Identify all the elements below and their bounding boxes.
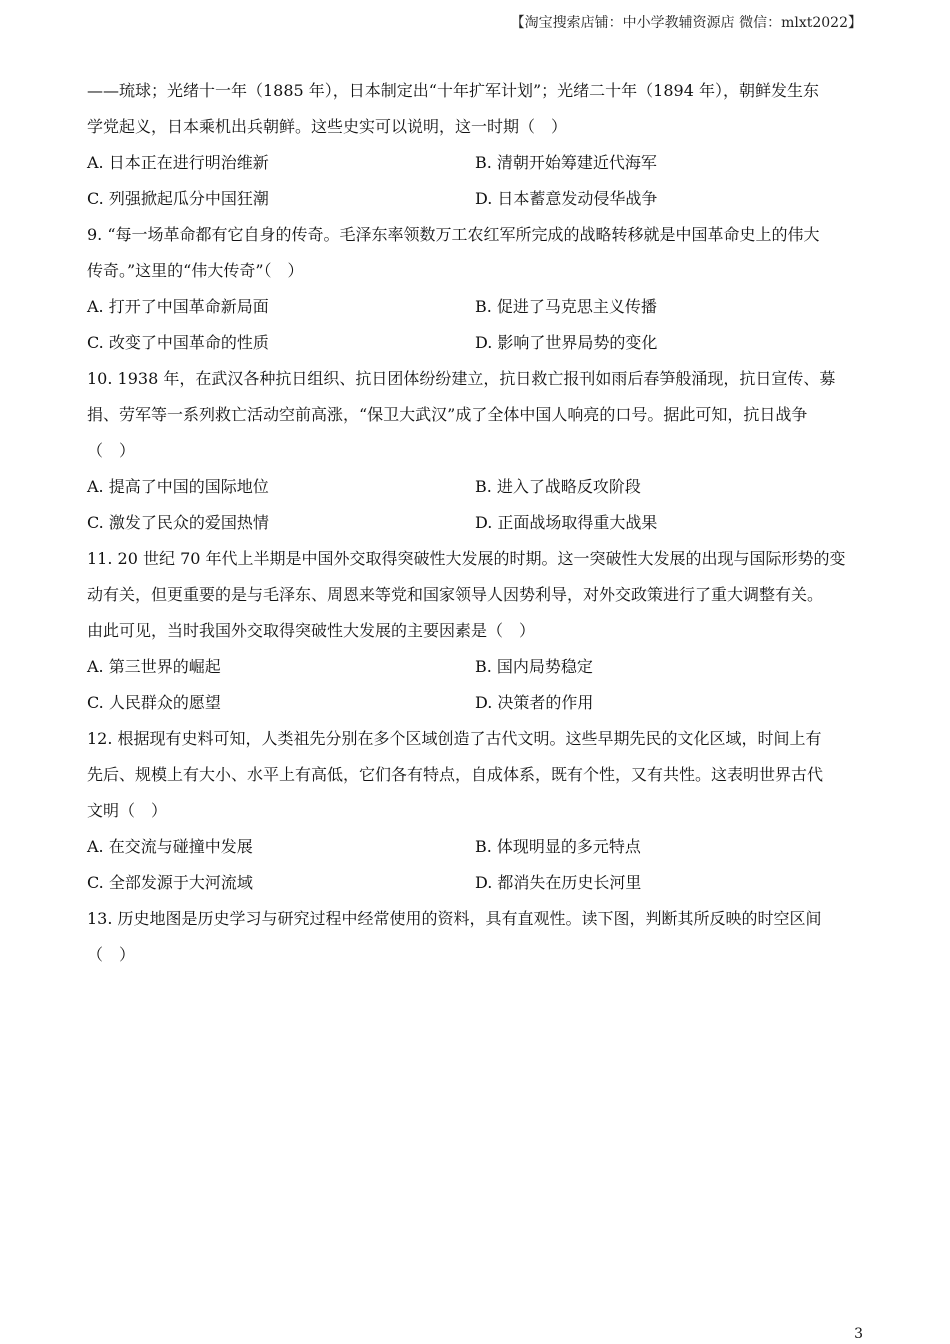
option-c: C. 列强掀起瓜分中国狂潮 bbox=[87, 189, 269, 208]
page-number: 3 bbox=[854, 1326, 863, 1342]
option-d: D. 影响了世界局势的变化 bbox=[475, 333, 658, 352]
question-text-line: （ ） bbox=[87, 945, 136, 964]
option-d: D. 正面战场取得重大战果 bbox=[475, 513, 658, 532]
option-a: A. 在交流与碰撞中发展 bbox=[87, 837, 253, 856]
question-text-line: 由此可见，当时我国外交取得突破性大发展的主要因素是（ ） bbox=[87, 621, 536, 640]
question-text-line: （ ） bbox=[87, 441, 136, 460]
option-b: B. 国内局势稳定 bbox=[475, 657, 593, 676]
question-text-line: 12. 根据现有史料可知，人类祖先分别在多个区域创造了古代文明。这些早期先民的文化区域，时间上有 bbox=[87, 729, 822, 748]
option-a: A. 第三世界的崛起 bbox=[87, 657, 221, 676]
question-content bbox=[87, 76, 867, 976]
question-text-line: 13. 历史地图是历史学习与研究过程中经常使用的资料，具有直观性。读下图，判断其所反映的时空区间 bbox=[87, 909, 822, 928]
option-c: C. 激发了民众的爱国热情 bbox=[87, 513, 269, 532]
question-text-line: 10. 1938 年，在武汉各种抗日组织、抗日团体纷纷建立，抗日救亡报刊如雨后春笋般涌现，抗日宣传、募 bbox=[87, 369, 836, 388]
question-text-line: 先后、规模上有大小、水平上有高低，它们各有特点，自成体系，既有个性，又有共性。这表明世界古代 bbox=[87, 765, 824, 784]
question-8 bbox=[87, 76, 867, 220]
option-c: C. 改变了中国革命的性质 bbox=[87, 333, 269, 352]
option-b: B. 体现明显的多元特点 bbox=[475, 837, 641, 856]
option-a: A. 打开了中国革命新局面 bbox=[87, 297, 269, 316]
option-c: C. 人民群众的愿望 bbox=[87, 693, 221, 712]
question-text-line: 捐、劳军等一系列救亡活动空前高涨，“保卫大武汉”成了全体中国人响亮的口号。据此可知，抗日战争 bbox=[87, 405, 808, 424]
option-a: A. 提高了中国的国际地位 bbox=[87, 477, 269, 496]
question-text-line: 动有关，但更重要的是与毛泽东、周恩来等党和国家领导人因势利导，对外交政策进行了重大调整有关。 bbox=[87, 585, 824, 604]
question-text-line: 9. “每一场革命都有它自身的传奇。毛泽东率领数万工农红军所完成的战略转移就是中国革命史上的伟大 bbox=[87, 225, 820, 244]
question-12 bbox=[87, 724, 867, 904]
option-d: D. 都消失在历史长河里 bbox=[475, 873, 642, 892]
question-text-line: ——琉球；光绪十一年（1885 年），日本制定出“十年扩军计划”；光绪二十年（1894 年），朝鲜发生东 bbox=[87, 81, 819, 100]
option-d: D. 决策者的作用 bbox=[475, 693, 594, 712]
question-text-line: 学党起义，日本乘机出兵朝鲜。这些史实可以说明，这一时期（ ） bbox=[87, 117, 568, 136]
option-b: B. 清朝开始筹建近代海军 bbox=[475, 153, 657, 172]
question-13 bbox=[87, 904, 867, 976]
question-text-line: 传奇。”这里的“伟大传奇”（ ） bbox=[87, 261, 304, 280]
question-text-line: 文明（ ） bbox=[87, 801, 168, 820]
question-10 bbox=[87, 364, 867, 544]
option-b: B. 进入了战略反攻阶段 bbox=[475, 477, 641, 496]
option-d: D. 日本蓄意发动侵华战争 bbox=[475, 189, 658, 208]
page-header: 【淘宝搜索店铺：中小学教辅资源店 微信：mlxt2022】 bbox=[510, 15, 862, 31]
option-c: C. 全部发源于大河流域 bbox=[87, 873, 253, 892]
question-9 bbox=[87, 220, 867, 364]
option-b: B. 促进了马克思主义传播 bbox=[475, 297, 657, 316]
question-11 bbox=[87, 544, 867, 724]
question-text-line: 11. 20 世纪 70 年代上半期是中国外交取得突破性大发展的时期。这一突破性大发展的出现与国际形势的变 bbox=[87, 549, 846, 568]
option-a: A. 日本正在进行明治维新 bbox=[87, 153, 269, 172]
